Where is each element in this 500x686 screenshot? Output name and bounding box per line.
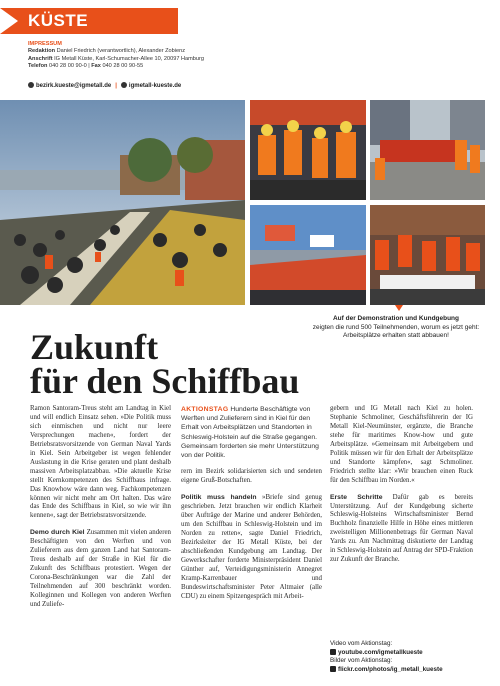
- col1-paragraph-1: Ramon Santoram-Treus steht am Landtag in Kiel und will endlich Einsatz sehen. »Die Politik muss sich einmischen und nicht nur leere Versprechungen machen«, fordert der Betriebsratsvorsitzende von German Naval Yards in Kiel. Sein Arbeitgeber ist wegen fehlender Auslastung in die Krise geraten und plant deshalb massiven Arbeitsplatzabbau. »Die aktuelle Krise stellt Kernkompetenzen des Schiffbaus infrage. Das Knowhow wäre dann weg. Fachkompetenzen können wir nicht mehr am Ort halten. Das wäre das Ende des Schiffbaus in Kiel, so wie wir ihn kennen«, sagt der Betriebsratsvorsitzende.: [30, 405, 171, 520]
- col2-paragraph-1: rern im Bezirk solidarisierten sich und sendeten eigene Gruß-Botschaften.: [181, 468, 322, 485]
- col2-paragraph-2-text: »Briefe sind genug geschrieben. Jetzt brauchen wir endlich Klarheit über Aufträge der Marine und anderer Behörden, um den Schiffbau in Schleswig-Holstein und im Norden zu retten«, sagte Daniel Friedrich, Bezirksleiter der IG Metall Küste, bei der abschließenden Kundgebung am Landtag. Der Gewerkschafter forderte Ministerpräsident Daniel Günther auf, Verteidigungsministerin Annegret Kramp-Karrenbauer und Bundeswirtschaftsminister Peter Altmaier (alle CDU) zu einem Spitzengespräch mit Arbeit-: [181, 494, 323, 600]
- imprint-redaktion-value: Daniel Friedrich (verantwortlich), Alexander Zobienz: [56, 48, 186, 55]
- col2-subheading: Politik muss handeln: [181, 494, 257, 502]
- caption-marker-icon: [395, 305, 403, 311]
- col1-paragraph-2-text: Zusammen mit vielen anderen Beschäftigten von den Werften und von Zulieferern aus dem ganzen Land hat Santoram-Treus deshalb auf der Straße in Kiel für die Zukunft des Schiffbaus protestiert. Wegen der Corona-Beschränkungen war die Zahl der Teilnehmenden auf 300 beschränkt worden. Kolleginnen und Kollegen von anderen Werften und Zuliefe-: [30, 529, 171, 609]
- youtube-icon: [330, 649, 336, 655]
- col3-paragraph-2-text: Dafür gab es bereits Unterstützung. Auf der Kundgebung sicherte Schleswig-Holsteins Wirtschaftsminister Bernd Buchholz finanzielle Hilfe in Höhe eines mittleren zweistelligen Millionenbetrags für German Naval Yards zu. Am Nachmittag diskutierte der Landtag in Schleswig-Holstein auf Antrag der SPD-Fraktion zur Zukunft der Branche.: [330, 493, 473, 564]
- imprint-anschrift-value: IG Metall Küste, Karl-Schumacher-Allee 10, 20097 Hamburg: [54, 55, 204, 62]
- imprint-heading: IMPRESSUM: [28, 41, 62, 47]
- headline-line-1: Zukunft: [30, 327, 159, 367]
- email-link[interactable]: bezirk.kueste@igmetall.de: [36, 83, 112, 89]
- imprint-fax-label: Fax: [91, 63, 101, 70]
- photos-link[interactable]: flickr.com/photos/ig_metall_kueste: [338, 665, 443, 673]
- col3-paragraph-2: [330, 494, 473, 566]
- col3-subheading: Erste Schritte: [330, 493, 383, 501]
- photo-crowd-signs: [370, 205, 485, 305]
- aktionstag-text: Hunderte Beschäftigte von Werften und Zulieferern sind in Kiel für den Erhalt von Arbeitsplätzen und Standorten in Schleswig-Holstein auf die Straße gegangen. Gemeinsam forderten sie mehr Unterstützung von der Politik.: [181, 406, 319, 460]
- photos-link-row: [330, 666, 480, 675]
- video-link[interactable]: youtube.com/igmetallkueste: [338, 648, 423, 656]
- email-icon: [28, 82, 34, 88]
- flickr-icon: [330, 666, 336, 672]
- imprint-redaktion-label: Redaktion: [28, 48, 56, 55]
- web-link[interactable]: igmetall-kueste.de: [128, 83, 182, 89]
- imprint-redaktion: [28, 48, 478, 55]
- imprint-anschrift-label: Anschrift: [28, 55, 53, 62]
- imprint-phone: Telefon 040 28 00 90-0 | Fax 040 28 00 90-55: [28, 63, 144, 70]
- section-title: KÜSTE: [28, 11, 89, 30]
- headline-line-2: für den Schiffbau: [30, 361, 300, 401]
- photos-label: Bilder vom Aktionstag:: [330, 657, 393, 665]
- imprint: [28, 41, 478, 71]
- section-bar: [0, 8, 178, 34]
- section-arrow-icon: [0, 8, 18, 34]
- media-links: [330, 640, 480, 674]
- imprint-telefon-label: Telefon: [28, 63, 48, 70]
- video-link-row: [330, 649, 480, 658]
- imprint-anschrift: [28, 56, 478, 63]
- photo-banner-street: [370, 100, 485, 200]
- contact-separator: |: [115, 83, 117, 89]
- imprint-telefon-value: 040 28 00 90-0: [49, 63, 87, 70]
- photo-main-crowd: [0, 100, 245, 305]
- col1-paragraph-2: [30, 529, 171, 610]
- article-column-2: [181, 405, 322, 610]
- photo-flags-building: [250, 205, 366, 305]
- caption-text: zeigten die rund 500 Teilnehmenden, worum es jetzt geht: Arbeitsplätze erhalten statt abbauen!: [312, 323, 480, 339]
- photo-caption: [307, 315, 485, 341]
- col2-paragraph-2: [181, 494, 322, 601]
- col1-subheading: Demo durch Kiel: [30, 529, 85, 537]
- aktionstag-box: [181, 405, 322, 460]
- video-label: Video vom Aktionstag:: [330, 640, 393, 647]
- col3-paragraph-1: gebern und IG Metall nach Kiel zu holen. Stephanie Schmoliner, Geschäftsführerin der IG Metall Kiel-Neumünster, ergänzte, die Branche stehe für maritimes Know-how und gute Arbeitsplätze. »Gemeinsam mit Arbeitgebern und Politik müssen wir für den Erhalt der Arbeitsplätze und Standorte kämpfen«, sagt Schmoliner. Friedrich stellte klar: »Wir brauchen einen Ruck für den Schiffbau im Norden.«: [330, 405, 473, 484]
- article-column-3: [330, 405, 473, 573]
- aktionstag-kicker: AKTIONSTAG: [181, 406, 229, 413]
- contact-links: [28, 82, 181, 89]
- headline: [30, 327, 300, 401]
- article-column-1: [30, 405, 171, 618]
- caption-bold: Auf der Demonstration und Kundgebung: [332, 315, 460, 322]
- photo-workers-vests: [250, 100, 366, 200]
- web-icon: [121, 82, 127, 88]
- imprint-fax-value: 040 28 00 90-55: [102, 63, 144, 70]
